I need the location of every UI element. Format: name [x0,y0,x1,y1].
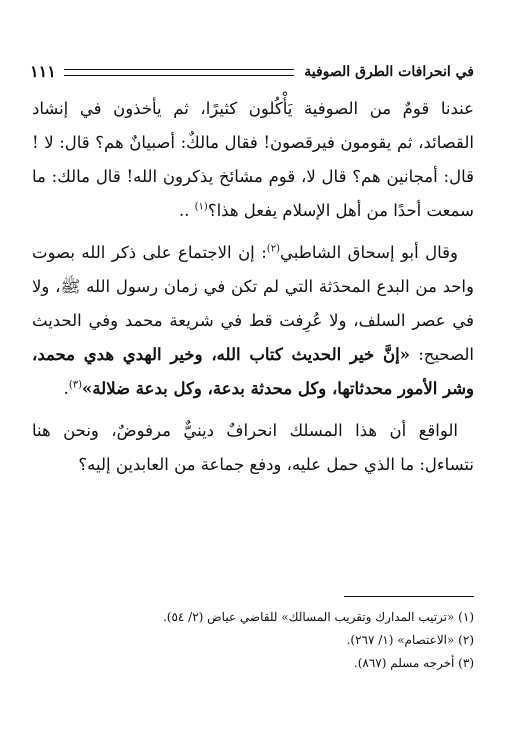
footnote-1: (١) «ترتيب المدارك وتقريب المسالك» للقاضي عياض (٢/ ٥٤). [162,610,474,624]
paragraph-3-text: الواقع أن هذا المسلك انحرافٌ دينيٌّ مرفوضٌ، ونحن هنا نتساءل: ما الذي حمل عليه، ودفع جماعة من العابدين إليه؟ [32,421,474,474]
paragraph-3 [32,414,474,482]
footnotes [32,606,474,675]
paragraph-1 [32,92,474,228]
footnote-3: (٣) أخرجه مسلم (٨٦٧). [353,656,474,670]
page-number: ١١١ [30,62,56,81]
paragraph-2-end: . [63,379,69,398]
footnote-ref-1: (١) [194,201,208,213]
paragraph-1-end: .. [178,201,195,220]
header-title: في انحرافات الطرق الصوفية [304,64,474,80]
footnote-ref-3: (٣) [68,379,83,391]
paragraph-1-text: عندنا قومٌ من الصوفية يَأْكُلون كثيرًا، ثم يأخذون في إنشاد القصائد، ثم يقومون فيرقصون! فقال مالكٌ: أصبيانٌ هم؟ قال: لا ! قال: أمجانين هم؟ قال لا، قوم مشائخ يذكرون الله! قال مالك: ما سمعت أحدًا من أهل الإسلام يفعل هذا؟ [32,99,474,220]
header-rule [64,69,294,76]
paragraph-2-intro: وقال أبو إسحاق الشاطبي [279,243,458,262]
running-header [30,60,474,84]
footnote-2: (٢) «الاعتصام» (١/ ٢٦٧). [346,633,474,647]
paragraph-2-text: : إن الاجتماع على ذكر الله بصوت واحد من البدع المحدَثة التي لم تكن في زمان رسول الله ﷺ، ولا في عصر السلف، ولا عُرِفت قط في شريعة محمد وفي الحديث الصحيح: [32,243,474,364]
footnote-ref-2: (٢) [266,243,280,255]
body-text [32,92,474,482]
hadith-quote: «إنَّ خير الحديث كتاب الله، وخير الهدي هدي محمد، وشر الأمور محدثاتها، وكل محدثة بدعة، وكل بدعة ضلالة» [32,345,474,398]
paragraph-2 [32,236,474,406]
footnote-separator [344,596,474,597]
